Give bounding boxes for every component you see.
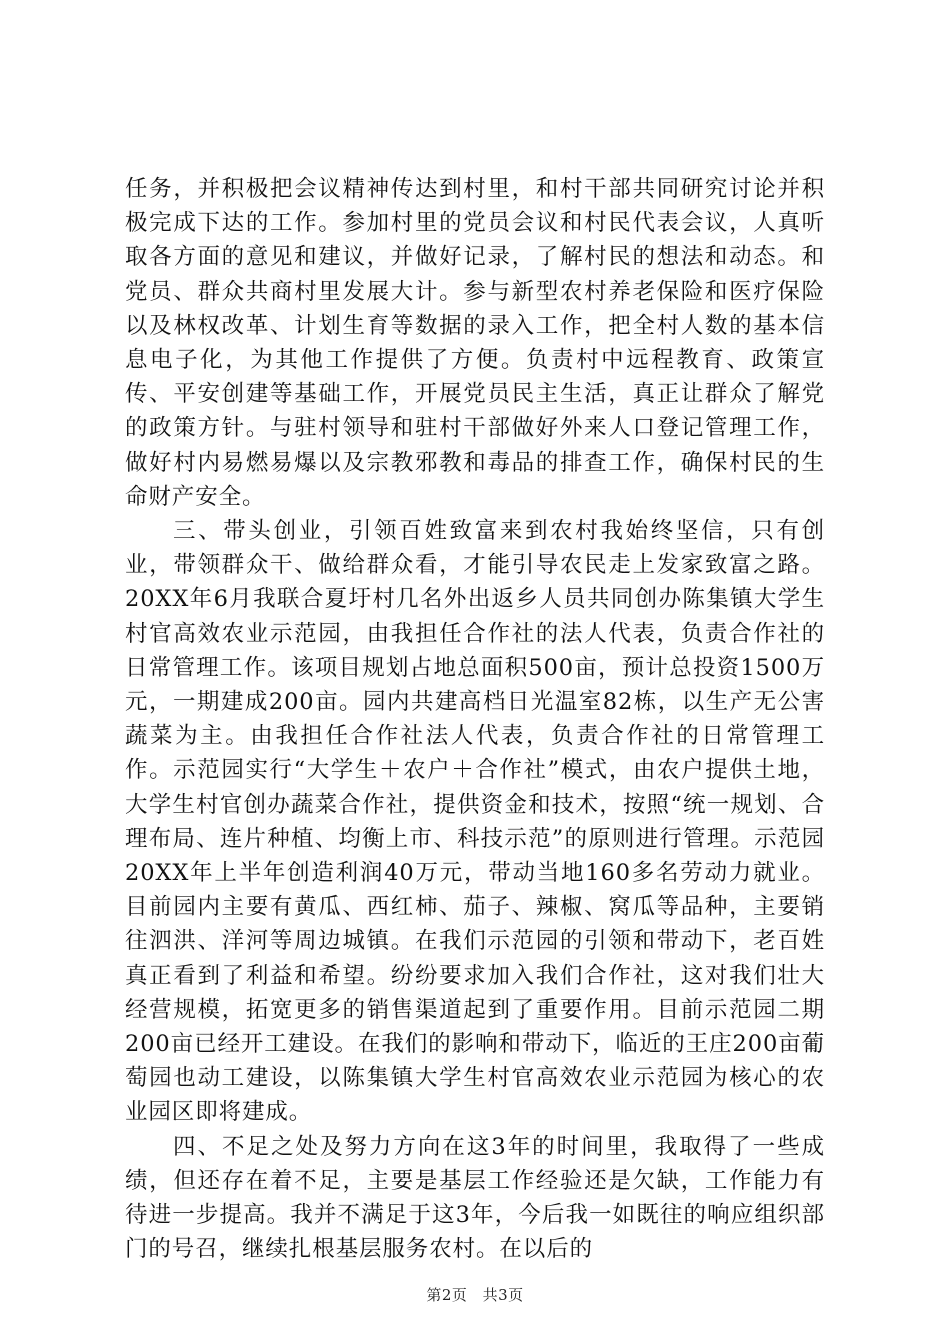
paragraph-continuation: 任务，并积极把会议精神传达到村里，和村干部共同研究讨论并积极完成下达的工作。参加村里的党员会议和村民代表会议，人真听取各方面的意见和建议，并做好记录，了解村民的想法和动态。和党员、群众共商村里发展大计。参与新型农村养老保险和医疗保险以及林权改革、计划生育等数据的录入工作，把全村人数的基本信息电子化，为其他工作提供了方便。负责村中远程教育、政策宣传、平安创建等基础工作，开展党员民主生活，真正让群众了解党的政策方针。与驻村领导和驻村干部做好外来人口登记管理工作，做好村内易燃易爆以及宗教邪教和毒品的排查工作，确保村民的生命财产安全。 xyxy=(125,176,825,510)
page-total: 共3页 xyxy=(482,1286,524,1304)
paragraph-section-four: 四、不足之处及努力方向在这3年的时间里，我取得了一些成绩，但还存在着不足，主要是基层工作经验还是欠缺，工作能力有待进一步提高。我并不满足于这3年，今后我一如既往的响应组织部门的号召，继续扎根基层服务农村。在以后的 xyxy=(125,1133,825,1263)
body-text xyxy=(125,172,825,1267)
page-footer xyxy=(0,1284,950,1305)
page-number: 第2页 xyxy=(426,1286,468,1304)
paragraph-section-three: 三、带头创业，引领百姓致富来到农村我始终坚信，只有创业，带领群众干、做给群众看，才能引导农民走上发家致富之路。20XX年6月我联合夏圩村几名外出返乡人员共同创办陈集镇大学生村官高效农业示范园，由我担任合作社的法人代表，负责合作社的日常管理工作。该项目规划占地总面积500亩，预计总投资1500万元，一期建成200亩。园内共建高档日光温室82栋，以生产无公害蔬菜为主。由我担任合作社法人代表，负责合作社的日常管理工作。示范园实行“大学生＋农户＋合作社”模式，由农户提供土地，大学生村官创办蔬菜合作社，提供资金和技术，按照“统一规划、合理布局、连片种植、均衡上市、科技示范”的原则进行管理。示范园20XX年上半年创造利润40万元，带动当地160多名劳动力就业。目前园内主要有黄瓜、西红柿、茄子、辣椒、窝瓜等品种，主要销往泗洪、洋河等周边城镇。在我们示范园的引领和带动下，老百姓真正看到了利益和希望。纷纷要求加入我们合作社，这对我们壮大经营规模，拓宽更多的销售渠道起到了重要作用。目前示范园二期200亩已经开工建设。在我们的影响和带动下，临近的王庄200亩葡萄园也动工建设，以陈集镇大学生村官高效农业示范园为核心的农业园区即将建成。 xyxy=(125,518,825,1126)
